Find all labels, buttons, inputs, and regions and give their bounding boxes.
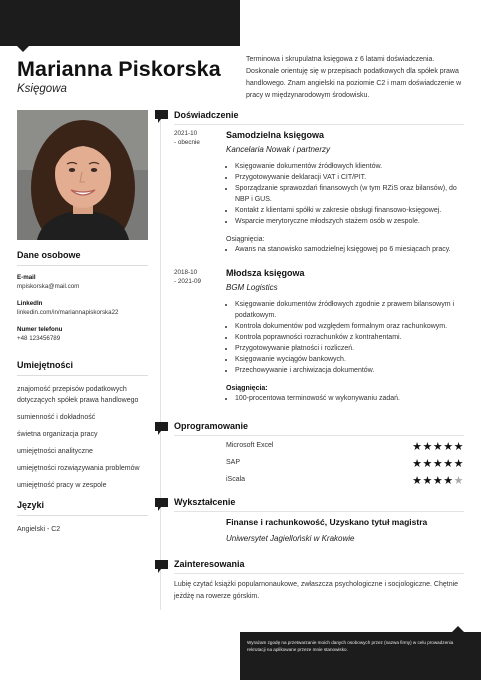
job-entry (226, 130, 466, 255)
software-name: Microsoft Excel (226, 442, 274, 449)
star-filled-icon: ★ (432, 441, 444, 453)
software-heading: Oprogramowanie (174, 421, 249, 431)
job-duties (226, 161, 466, 227)
star-filled-icon: ★ (432, 458, 444, 470)
star-filled-icon: ★ (443, 441, 454, 453)
email-value: mpiskorska@mail.com (17, 283, 80, 290)
education-university: Uniwersytet Jagielloński w Krakowie (226, 534, 355, 543)
job-date-from: 2021-10 (174, 130, 198, 137)
section-divider (174, 435, 464, 436)
gdpr-consent-text: Wyrażam zgodę na przetwarzanie moich danych osobowych przez (nazwa firmy) w celu prowadzenia rekrutacji na aplikowane przeze mnie stanowisko. (247, 640, 454, 652)
star-filled-icon: ★ (443, 458, 454, 470)
duty-item: • Wsparcie merytoryczne młodszych stażem osób w zespole. (235, 216, 466, 227)
achievements-list (226, 393, 466, 404)
star-filled-icon: ★ (412, 458, 423, 470)
skill-item: umiejętność pracy w zespole (17, 482, 107, 489)
software-row (226, 442, 466, 454)
profile-summary: Terminowa i skrupulatna księgowa z 6 latami doświadczenia. Doskonale orientuję się w przepisach podatkowych dla spółek prawa handlowego. Znam angielski na poziomie C2 i mam doświadczenie w pracy w międzynarodowym środowisku. (246, 56, 462, 99)
duty-item: • Księgowanie wyciągów bankowych. (235, 354, 466, 365)
rating-stars (412, 441, 464, 453)
star-filled-icon: ★ (422, 475, 433, 487)
skills-section (17, 360, 148, 497)
candidate-name: Marianna Piskorska (17, 57, 221, 81)
achievement-item: • Awans na stanowisko samodzielnej księgowej po 6 miesiącach pracy. (235, 244, 466, 255)
star-filled-icon: ★ (412, 441, 423, 453)
job-date-to: - obecnie (174, 139, 200, 146)
duty-item: • Przygotowywanie płatności i rozliczeń. (235, 343, 466, 354)
footer-consent-box (240, 632, 481, 680)
duty-item: • Sporządzanie sprawozdań finansowych (w tym RZiS oraz bilansów), do NBP i GUS. (235, 183, 466, 205)
phone-label: Numer telefonu (17, 326, 63, 333)
duty-item: • Kontakt z klientami spółki w zakresie obsługi finansowo-księgowej. (235, 205, 466, 216)
duty-item: • Przygotowywanie deklaracji VAT i CIT/PIT. (235, 172, 466, 183)
star-filled-icon: ★ (422, 458, 433, 470)
rating-stars (412, 475, 464, 487)
achievements-label: Osiągnięcia: (226, 385, 268, 392)
software-name: SAP (226, 459, 241, 466)
experience-heading: Doświadczenie (174, 110, 239, 120)
top-decoration-bar (0, 0, 240, 46)
education-heading: Wykształcenie (174, 497, 236, 507)
skill-item: sumienność i dokładność (17, 414, 96, 421)
job-title: Młodsza księgowa (226, 268, 305, 278)
timeline-line (160, 117, 161, 610)
interests-heading: Zainteresowania (174, 559, 245, 569)
rating-stars (412, 458, 464, 470)
job-title: Samodzielna księgowa (226, 130, 325, 140)
achievements-label: Osiągnięcia: (226, 236, 265, 243)
skill-item: znajomość przepisów podatkowych dotyczących spółek prawa handlowego (17, 386, 139, 404)
duty-item: • Księgowanie dokumentów źródłowych zgodnie z prawem bilansowym i podatkowym. (235, 299, 466, 321)
section-divider (174, 511, 464, 512)
job-date (174, 129, 200, 147)
section-divider (174, 124, 464, 125)
left-column (17, 250, 148, 541)
star-filled-icon: ★ (432, 475, 444, 487)
job-date (174, 268, 201, 286)
skills-heading: Umiejętności (17, 360, 148, 376)
section-flag-icon (155, 110, 168, 123)
portrait-image (17, 110, 148, 240)
star-filled-icon: ★ (453, 458, 464, 470)
duty-item: • Kontrola poprawności rozrachunków z kontrahentami. (235, 332, 466, 343)
achievement-item: • 100-procentowa terminowość w wykonywaniu zadań. (235, 393, 466, 404)
star-filled-icon: ★ (443, 475, 454, 487)
linkedin-label: LinkedIn (17, 300, 43, 307)
email-label: E-mail (17, 274, 36, 281)
star-filled-icon: ★ (422, 441, 433, 453)
job-company: BGM Logistics (226, 283, 278, 292)
skill-item: umiejętności rozwiązywania problemów (17, 465, 140, 472)
job-duties (226, 299, 466, 376)
software-name: iScala (226, 476, 246, 483)
skill-item: umiejętności analityczne (17, 448, 93, 455)
personal-data-section (17, 250, 148, 343)
duty-item: • Przechowywanie i archiwizacja dokumentów. (235, 365, 466, 376)
languages-section (17, 500, 148, 541)
education-degree: Finanse i rachunkowość, Uzyskano tytuł magistra (226, 517, 428, 527)
interests-text: Lubię czytać książki popularnonaukowe, zwłaszcza psychologiczne i socjologiczne. Chętnie jeżdżę na rowerze górskim. (174, 581, 459, 600)
languages-heading: Języki (17, 500, 148, 516)
section-divider (174, 573, 464, 574)
star-filled-icon: ★ (453, 441, 464, 453)
phone-value: +48 123456789 (17, 335, 61, 342)
linkedin-value: linkedin.com/in/mariannapiskorska22 (17, 309, 119, 316)
software-row (226, 476, 466, 488)
section-flag-icon (155, 422, 168, 435)
job-company: Kancelaria Nowak i partnerzy (226, 145, 331, 154)
software-row (226, 459, 466, 471)
section-flag-icon (155, 560, 168, 573)
language-item: Angielski - C2 (17, 526, 61, 533)
profile-photo (17, 110, 148, 240)
duty-item: • Księgowanie dokumentów źródłowych klientów. (235, 161, 466, 172)
job-date-from: 2018-10 (174, 269, 198, 276)
candidate-role: Księgowa (17, 83, 67, 95)
star-empty-icon: ★ (453, 475, 464, 487)
skill-item: świetna organizacja pracy (17, 431, 98, 438)
personal-data-heading: Dane osobowe (17, 250, 148, 266)
star-filled-icon: ★ (412, 475, 423, 487)
section-flag-icon (155, 498, 168, 511)
job-entry (226, 268, 466, 404)
job-date-to: - 2021-09 (174, 278, 201, 285)
achievements-list (226, 244, 466, 255)
duty-item: • Kontrola dokumentów pod względem formalnym oraz rachunkowym. (235, 321, 466, 332)
